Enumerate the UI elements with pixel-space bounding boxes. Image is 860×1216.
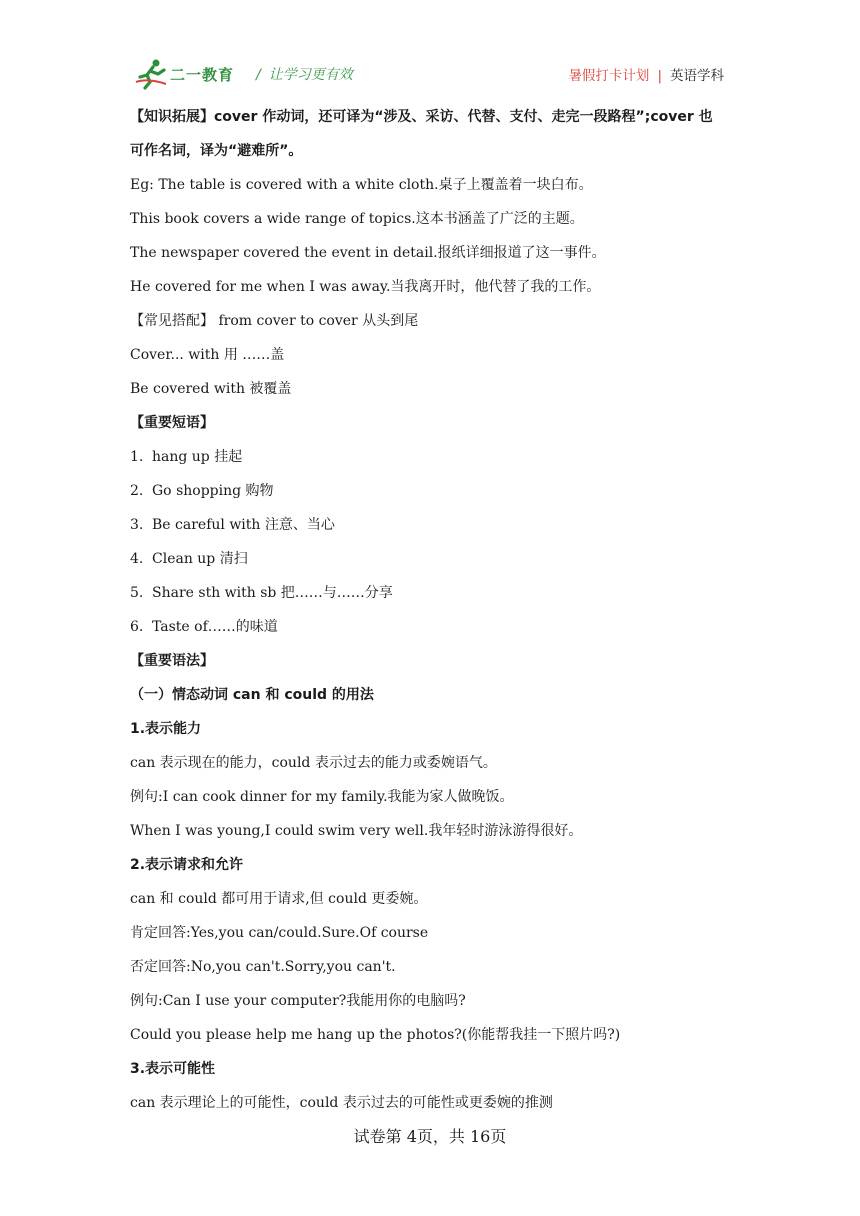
slogan-text: 让学习更有效 [268,67,353,83]
text-line: 2.表示请求和允许 [130,857,244,873]
text-line: This book covers a wide range of topics.这本书涵盖了广泛的主题。 [130,211,584,227]
list-item-text: Clean up 清扫 [152,551,248,567]
text-line [130,448,242,466]
list-number: 6. [130,619,144,635]
list-number: 3. [130,517,144,533]
text-line: can 和 could 都可用于请求,但 could 更委婉。 [130,891,428,907]
text-line: Be covered with 被覆盖 [130,381,292,397]
text-line: Cover... with 用 ……盖 [130,347,285,363]
list-item-text: hang up 挂起 [152,449,243,465]
text-line: 可作名词，译为“避难所”。 [130,143,303,159]
list-number: 2. [130,483,144,499]
header-separator: | [657,68,662,84]
page-header [0,0,860,100]
text-line [130,516,335,534]
text-line: 【重要语法】 [130,653,214,669]
header-right [568,64,724,84]
text-line: 例句:Can I use your computer?我能用你的电脑吗? [130,993,466,1009]
runner-logo-icon [134,58,168,90]
text-line: 否定回答:No,you can't.Sorry,you can't. [130,959,396,975]
list-number: 4. [130,551,144,567]
text-line: 3.表示可能性 [130,1061,216,1077]
text-line: Eg: The table is covered with a white cloth.桌子上覆盖着一块白布。 [130,177,593,193]
text-line: 肯定回答:Yes,you can/could.Sure.Of course [130,925,429,941]
slogan-slash: / [256,67,261,83]
text-line: can 表示现在的能力，could 表示过去的能力或委婉语气。 [130,755,497,771]
text-line: （一）情态动词 can 和 could 的用法 [130,687,374,703]
text-line: 例句:I can cook dinner for my family.我能为家人做晚饭。 [130,789,514,805]
text-line: 【知识拓展】cover 作动词，还可译为“涉及、采访、代替、支付、走完一段路程”;cover 也 [130,109,713,125]
text-line: When I was young,I could swim very well.我年轻时游泳游得很好。 [130,823,583,839]
list-number: 5. [130,585,144,601]
text-line: The newspaper covered the event in detail.报纸详细报道了这一事件。 [130,245,606,261]
text-line: 1.表示能力 [130,721,202,737]
text-line [130,618,278,636]
text-line: can 表示理论上的可能性，could 表示过去的可能性或更委婉的推测 [130,1095,553,1111]
slogan [256,64,353,84]
list-item-text: Taste of……的味道 [152,619,278,635]
logo [134,58,242,90]
page-footer: 试卷第 4页，共 16页 [353,1127,507,1146]
plan-label: 暑假打卡计划 [568,68,650,84]
text-line: 【重要短语】 [130,415,214,431]
text-line [130,482,274,500]
list-item-text: Go shopping 购物 [152,483,274,499]
logo-text: 二一教育 [170,66,235,84]
text-line: 【常见搭配】 from cover to cover 从头到尾 [130,313,419,329]
text-line [130,584,393,602]
subject-label: 英语学科 [670,68,724,84]
text-line [130,550,248,568]
list-item-text: Be careful with 注意、当心 [152,517,335,533]
list-item-text: Share sth with sb 把……与……分享 [152,585,393,601]
text-line: He covered for me when I was away.当我离开时，他代替了我的工作。 [130,279,601,295]
list-number: 1. [130,449,144,465]
text-line: Could you please help me hang up the photos?(你能帮我挂一下照片吗?) [130,1027,621,1043]
